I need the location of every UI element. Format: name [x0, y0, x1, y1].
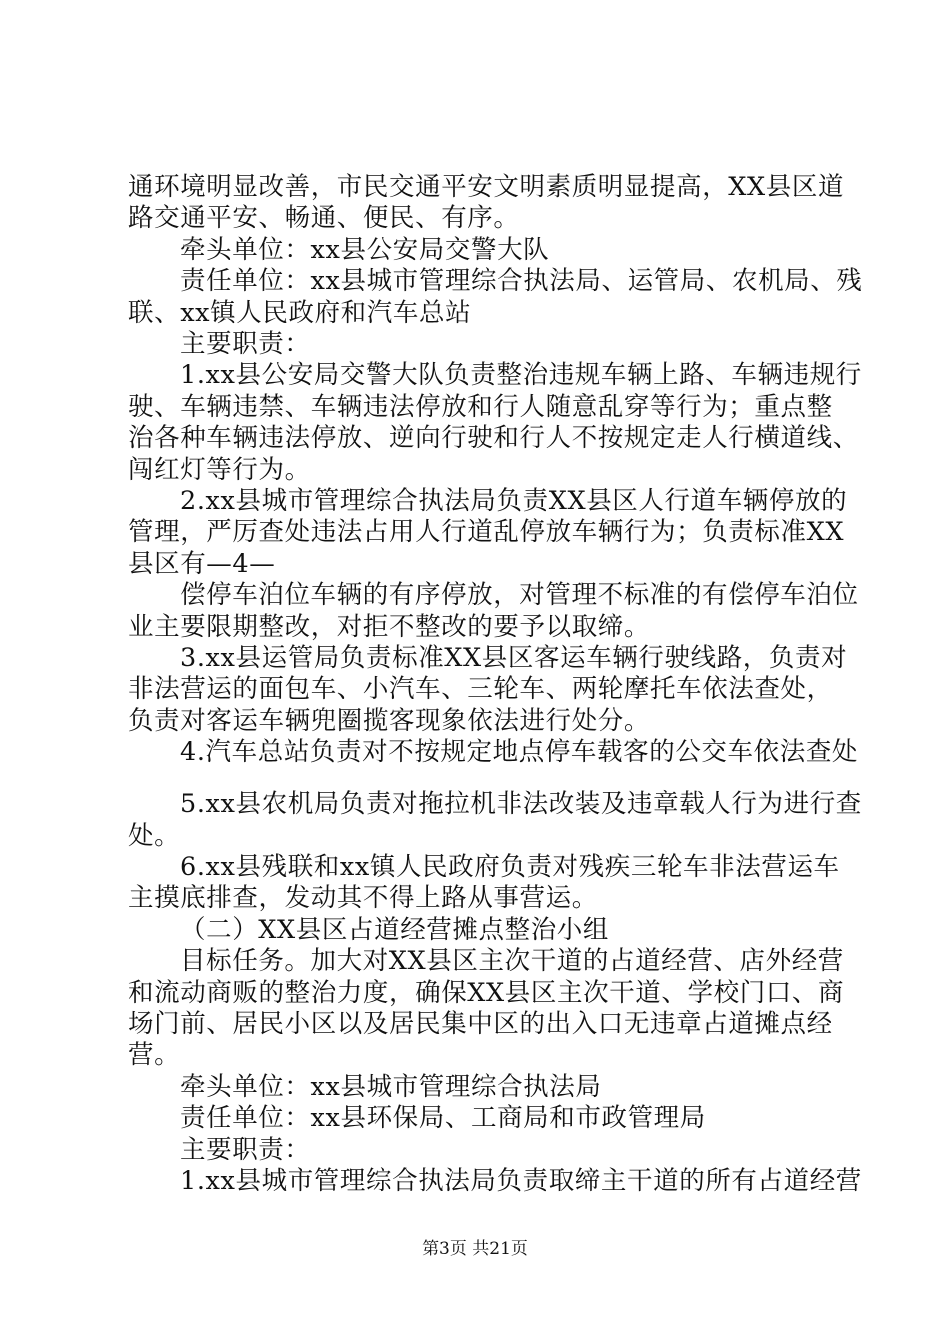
- body-line: 2.xx县城市管理综合执法局负责XX县区人行道车辆停放的: [180, 486, 848, 516]
- body-line: 联、xx镇人民政府和汽车总站: [128, 298, 472, 328]
- body-line: 主要职责：: [180, 1135, 311, 1165]
- body-line: 县区有—4—: [128, 549, 276, 579]
- body-line: 1.xx县公安局交警大队负责整治违规车辆上路、车辆违规行: [180, 360, 862, 390]
- body-line: 4.汽车总站负责对不按规定地点停车载客的公交车依法查处: [180, 737, 859, 767]
- body-line: 3.xx县运管局负责标准XX县区客运车辆行驶线路，负责对: [180, 643, 848, 673]
- body-line: 1.xx县城市管理综合执法局负责取缔主干道的所有占道经营: [180, 1166, 862, 1196]
- body-line: 通环境明显改善，市民交通平安文明素质明显提高，XX县区道: [128, 172, 845, 202]
- body-line: 偿停车泊位车辆的有序停放，对管理不标准的有偿停车泊位: [180, 580, 859, 610]
- body-line: 营。: [128, 1040, 181, 1070]
- body-line: 牵头单位：xx县公安局交警大队: [180, 235, 550, 265]
- body-line: 闯红灯等行为。: [128, 455, 311, 485]
- body-line: 主要职责：: [180, 329, 311, 359]
- body-line: 目标任务。加大对XX县区主次干道的占道经营、店外经营: [180, 946, 844, 976]
- body-line: 治各种车辆违法停放、逆向行驶和行人不按规定走人行横道线、: [128, 423, 859, 453]
- body-line: 处。: [128, 821, 181, 851]
- body-line: 牵头单位：xx县城市管理综合执法局: [180, 1072, 602, 1102]
- body-line: 6.xx县残联和xx镇人民政府负责对残疾三轮车非法营运车: [180, 852, 840, 882]
- body-line: 和流动商贩的整治力度，确保XX县区主次干道、学校门口、商: [128, 978, 845, 1008]
- body-line: 责任单位：xx县环保局、工商局和市政管理局: [180, 1103, 706, 1133]
- body-line: 场门前、居民小区以及居民集中区的出入口无违章占道摊点经: [128, 1009, 833, 1039]
- body-line: 负责对客运车辆兜圈揽客现象依法进行处分。: [128, 706, 651, 736]
- body-line: 主摸底排查，发动其不得上路从事营运。: [128, 883, 598, 913]
- body-line: 业主要限期整改，对拒不整改的要予以取缔。: [128, 612, 651, 642]
- section-heading: （二）XX县区占道经营摊点整治小组: [180, 915, 610, 945]
- body-line: 责任单位：xx县城市管理综合执法局、运管局、农机局、残: [180, 266, 863, 296]
- body-line: 非法营运的面包车、小汽车、三轮车、两轮摩托车依法查处，: [128, 674, 833, 704]
- body-line: 5.xx县农机局负责对拖拉机非法改装及违章载人行为进行查: [180, 789, 862, 819]
- body-line: 路交通平安、畅通、便民、有序。: [128, 203, 520, 233]
- page-footer: 第3页 共21页: [422, 1239, 528, 1259]
- body-line: 驶、车辆违禁、车辆违法停放和行人随意乱穿等行为；重点整: [128, 392, 833, 422]
- body-line: 管理，严厉查处违法占用人行道乱停放车辆行为；负责标准XX: [128, 517, 845, 547]
